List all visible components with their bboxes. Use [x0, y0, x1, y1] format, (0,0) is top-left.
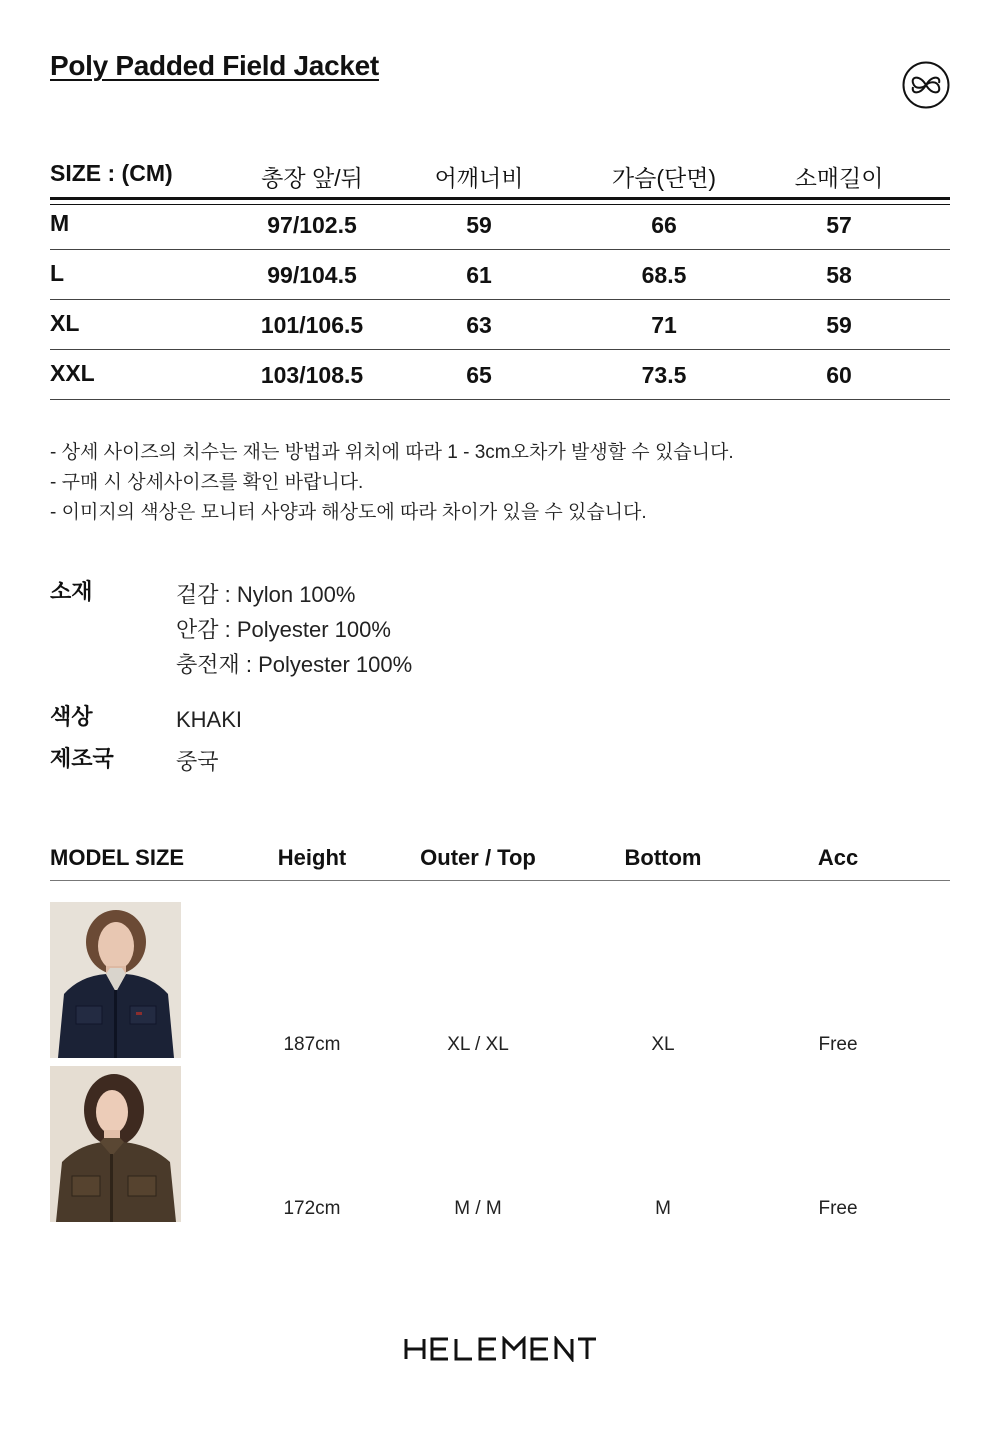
table-row: XXL 103/108.5 65 73.5 60 — [50, 350, 950, 400]
note-line: - 구매 시 상세사이즈를 확인 바랍니다. — [50, 472, 364, 493]
color-value: KHAKI — [176, 707, 243, 732]
size-label: L — [50, 260, 65, 286]
brand-logo — [404, 1336, 596, 1362]
model-row: 187cm XL / XL XL Free — [50, 902, 950, 1058]
model-row: 172cm M / M M Free — [50, 1066, 950, 1222]
size-label: M — [50, 210, 70, 236]
material-lining: 안감 : Polyester 100% — [176, 617, 391, 642]
model-size-header: MODEL SIZE Height Outer / Top Bottom Acc — [50, 845, 950, 881]
note-line: - 이미지의 색상은 모니터 사양과 해상도에 따라 차이가 있을 수 있습니다. — [50, 502, 647, 523]
header-size: SIZE : (CM) — [50, 160, 173, 186]
size-label: XXL — [50, 360, 95, 386]
size-table — [50, 150, 950, 400]
header-model-size: MODEL SIZE — [50, 845, 185, 870]
table-row: L 99/104.5 61 68.5 58 — [50, 250, 950, 300]
note-line: - 상세 사이즈의 치수는 재는 방법과 위치에 따라 1 - 3cm오차가 발생할 수 있습니다. — [50, 442, 734, 463]
origin-value: 중국 — [176, 749, 219, 774]
material-label: 소재 — [50, 579, 93, 604]
material-outer: 겉감 : Nylon 100% — [176, 582, 356, 607]
brand-mark-icon — [902, 61, 950, 109]
table-row: XL 101/106.5 63 71 59 — [50, 300, 950, 350]
color-label: 색상 — [50, 704, 93, 729]
model-photo-male — [50, 902, 181, 1058]
size-table-header: SIZE : (CM) 총장 앞/뒤 어깨너비 가슴(단면) 소매길이 — [50, 150, 950, 200]
product-title: Poly Padded Field Jacket — [50, 50, 379, 81]
material-filling: 충전재 : Polyester 100% — [176, 652, 413, 677]
model-photo-female — [50, 1066, 181, 1222]
table-row: M 97/102.5 59 66 57 — [50, 200, 950, 250]
origin-label: 제조국 — [50, 746, 114, 771]
size-notes — [50, 438, 734, 528]
size-label: XL — [50, 310, 80, 336]
